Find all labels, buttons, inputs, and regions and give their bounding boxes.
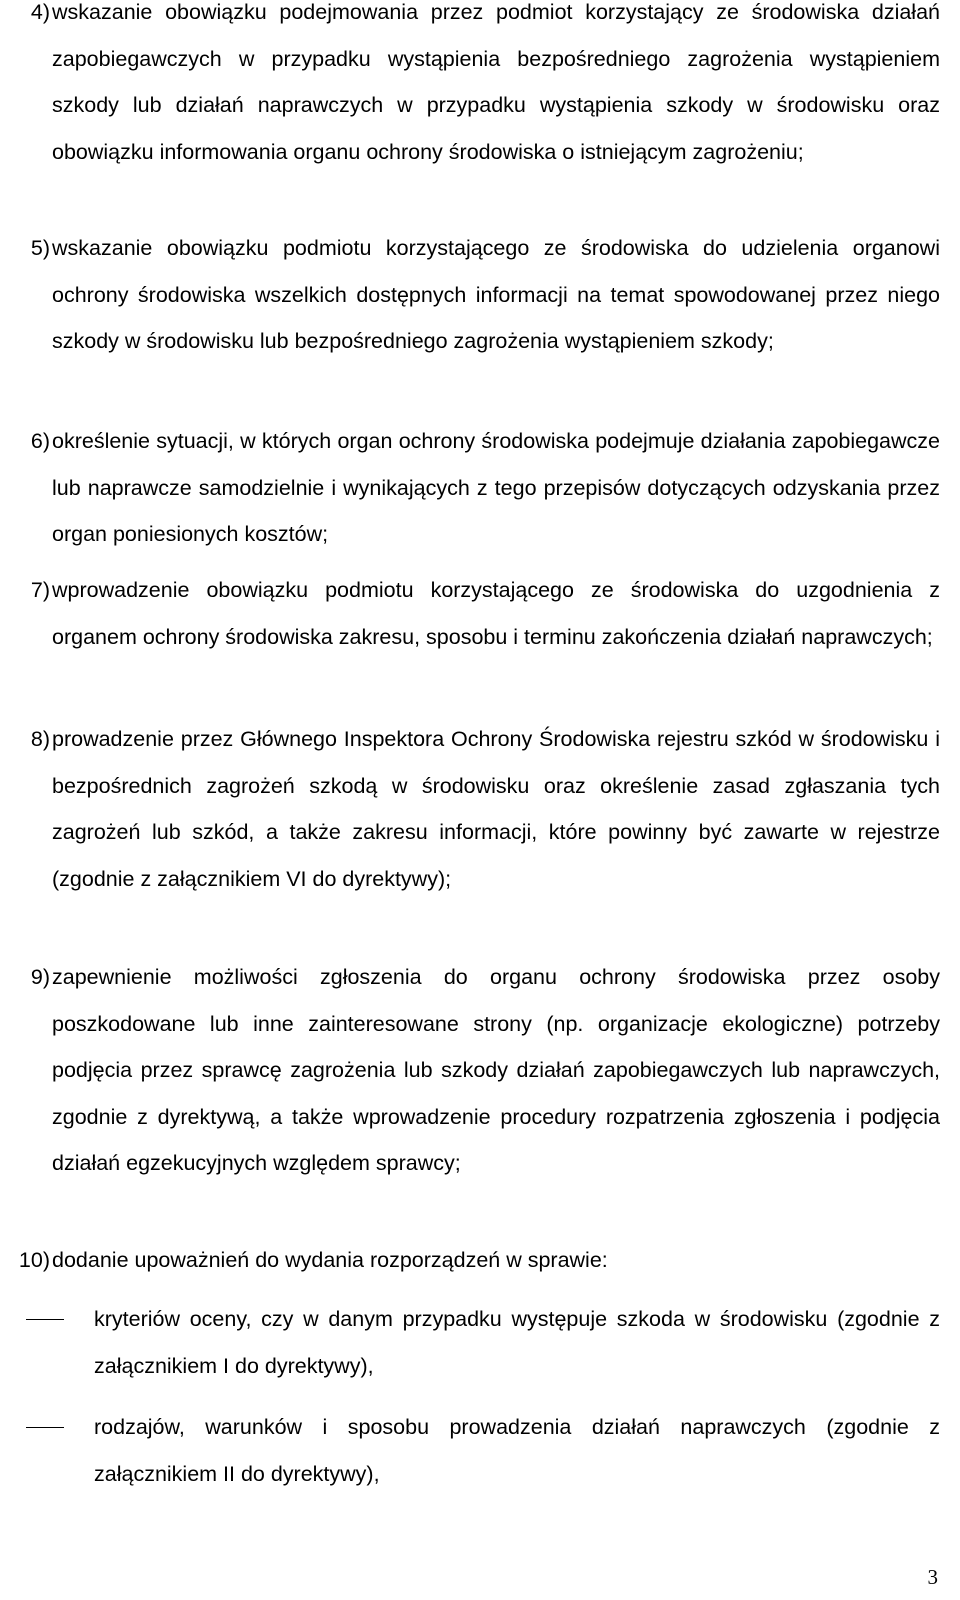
list-item-text: określenie sytuacji, w których organ ochrony środowiska podejmuje działania zapobiegawcze lub naprawcze samodzielnie i wynikających z tego przepisów dotyczących odzyskania przez organ poniesionych kosztów; <box>52 429 940 546</box>
sub-list-item-text: rodzajów, warunków i sposobu prowadzenia działań naprawczych (zgodnie z załącznikiem II do dyrektywy), <box>94 1415 940 1486</box>
sub-list-item-text: kryteriów oceny, czy w danym przypadku występuje szkoda w środowisku (zgodnie z załącznikiem I do dyrektywy), <box>94 1307 940 1378</box>
list-item-text: wprowadzenie obowiązku podmiotu korzystającego ze środowiska do uzgodnienia z organem ochrony środowiska zakresu, sposobu i terminu zakończenia działań naprawczych; <box>52 578 940 649</box>
list-item-number: 7) <box>30 578 50 602</box>
list-item-text: wskazanie obowiązku podejmowania przez podmiot korzystający ze środowiska działań zapobiegawczych w przypadku wystąpienia bezpośredniego zagrożenia wystąpieniem szkody lub działań naprawczych w przypadku wystąpienia szkody w środowisku oraz obowiązku informowania organu ochrony środowiska o istniejącym zagrożeniu; <box>52 0 940 164</box>
page-number: 3 <box>927 1565 938 1589</box>
list-item-text: wskazanie obowiązku podmiotu korzystającego ze środowiska do udzielenia organowi ochrony środowiska wszelkich dostępnych informacji na temat spowodowanej przez niego szkody w środowisku lub bezpośredniego zagrożenia wystąpieniem szkody; <box>52 236 940 353</box>
list-item-text: dodanie upoważnień do wydania rozporządzeń w sprawie: <box>52 1248 608 1272</box>
list-item-number: 5) <box>30 236 50 260</box>
list-item-number: 8) <box>30 727 50 751</box>
list-item-text: zapewnienie możliwości zgłoszenia do organu ochrony środowiska przez osoby poszkodowane lub inne zainteresowane strony (np. organizacje ekologiczne) potrzeby podjęcia przez sprawcę zagrożenia lub szkody działań zapobiegawczych lub naprawczych, zgodnie z dyrektywą, a także wprowadzenie procedury rozpatrzenia zgłoszenia i podjęcia działań egzekucyjnych względem sprawcy; <box>52 965 940 1175</box>
list-item-text: prowadzenie przez Głównego Inspektora Ochrony Środowiska rejestru szkód w środowisku i bezpośrednich zagrożeń szkodą w środowisku oraz określenie zasad zgłaszania tych zagrożeń lub szkód, a także zakresu informacji, które powinny być zawarte w rejestrze (zgodnie z załącznikiem VI do dyrektywy); <box>52 727 940 891</box>
list-item-number: 10) <box>18 1248 50 1272</box>
list-item-number: 9) <box>30 965 50 989</box>
list-item-number: 6) <box>30 429 50 453</box>
list-item-number: 4) <box>30 0 50 24</box>
dash-bullet <box>26 1427 64 1428</box>
dash-bullet <box>26 1319 64 1320</box>
